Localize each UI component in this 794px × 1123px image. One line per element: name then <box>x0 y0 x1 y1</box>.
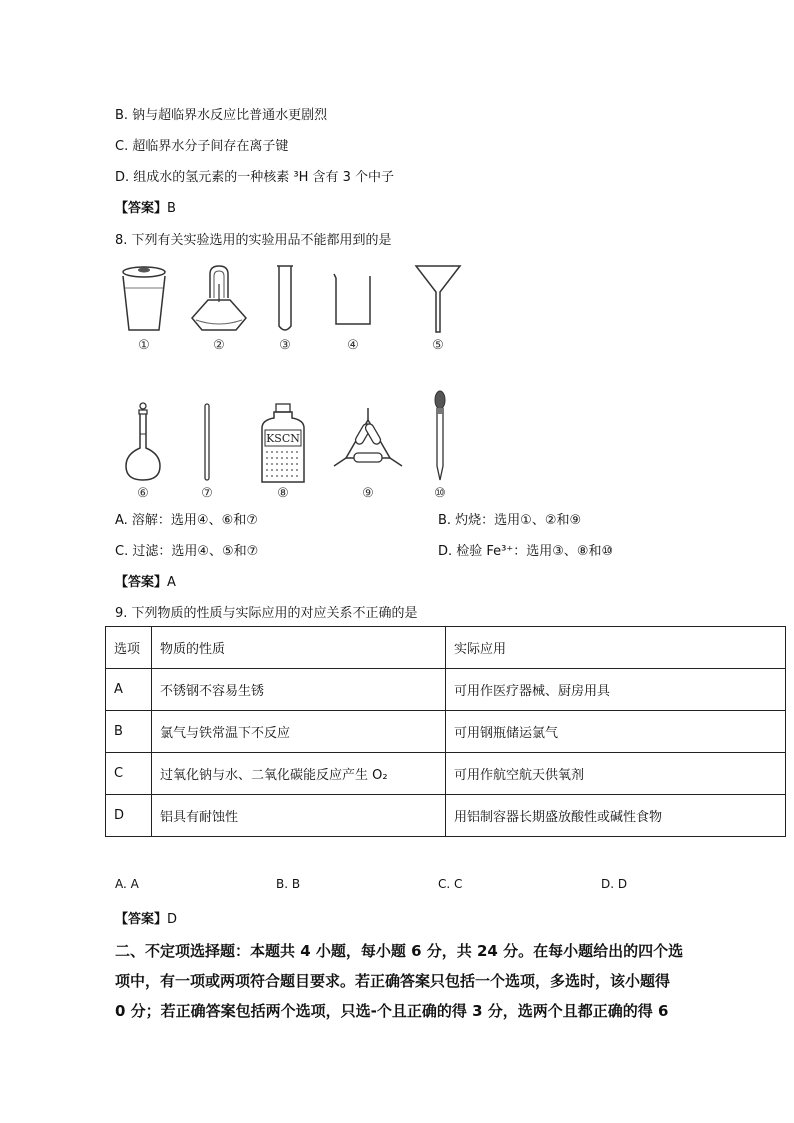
row-property: 过氧化钠与水、二氧化碳能反应产生 O₂ <box>152 753 446 795</box>
row-application: 用铝制容器长期盛放酸性或碱性食物 <box>446 795 786 837</box>
q9-option-d: D. D <box>601 877 628 891</box>
q9-option-b: B. B <box>276 877 301 891</box>
reagent-bottle-icon <box>256 400 310 486</box>
label-1: ① <box>138 338 150 353</box>
row-application: 可用作医疗器械、厨房用具 <box>446 669 786 711</box>
alcohol-lamp-figure <box>188 262 250 353</box>
volumetric-flask-figure <box>120 400 166 501</box>
table-row <box>106 711 786 753</box>
test-tube-icon <box>270 262 300 338</box>
label-7: ⑦ <box>201 486 213 501</box>
table-row <box>106 753 786 795</box>
row-label: B <box>106 711 152 753</box>
row-application: 可用钢瓶储运氯气 <box>446 711 786 753</box>
crucible-icon <box>115 262 173 338</box>
question-9-stem: 9. 下列物质的性质与实际应用的对应关系不正确的是 <box>115 606 418 621</box>
dropper-icon <box>424 388 456 486</box>
label-2: ② <box>213 338 225 353</box>
option-b: B. 钠与超临界水反应比普通水更剧烈 <box>115 108 328 123</box>
header-application: 实际应用 <box>446 627 786 669</box>
answer-9: 【答案】D <box>115 912 178 927</box>
label-3: ③ <box>279 338 291 353</box>
reagent-bottle-figure <box>256 400 310 501</box>
label-10: ⑩ <box>434 486 446 501</box>
glass-rod-icon <box>192 400 222 486</box>
row-property: 铝具有耐蚀性 <box>152 795 446 837</box>
funnel-figure <box>412 262 464 353</box>
row-property: 氯气与铁常温下不反应 <box>152 711 446 753</box>
option-d: D. 组成水的氢元素的一种核素 ³H 含有 3 个中子 <box>115 170 395 185</box>
section-2-line-3: 0 分；若正确答案包括两个选项，只选-个且正确的得 3 分，选两个且都正确的得 6 <box>115 1002 669 1020</box>
q8-option-d: D. 检验 Fe³⁺：选用③、⑧和⑩ <box>438 544 614 559</box>
section-2-line-1: 二、不定项选择题：本题共 4 小题，每小题 6 分，共 24 分。在每小题给出的四个选 <box>115 942 684 960</box>
bottle-label: KSCN <box>266 432 300 445</box>
alcohol-lamp-icon <box>188 262 250 338</box>
label-4: ④ <box>347 338 359 353</box>
option-c: C. 超临界水分子间存在离子键 <box>115 139 289 154</box>
q8-option-c: C. 过滤：选用④、⑤和⑦ <box>115 544 259 559</box>
header-property: 物质的性质 <box>152 627 446 669</box>
question-8-stem: 8. 下列有关实验选用的实验用品不能都用到的是 <box>115 233 392 248</box>
row-label: C <box>106 753 152 795</box>
row-label: A <box>106 669 152 711</box>
table-row <box>106 669 786 711</box>
section-2-line-2: 项中，有一项或两项符合题目要求。若正确答案只包括一个选项，多选时，该小题得 <box>115 972 671 990</box>
row-property: 不锈钢不容易生锈 <box>152 669 446 711</box>
glass-rod-figure <box>192 400 222 501</box>
volumetric-flask-icon <box>120 400 166 486</box>
label-6: ⑥ <box>137 486 149 501</box>
beaker-figure <box>328 262 378 353</box>
q9-option-c: C. C <box>438 877 463 891</box>
table-header-row <box>106 627 786 669</box>
dropper-figure <box>424 388 456 501</box>
row-label: D <box>106 795 152 837</box>
test-tube-figure <box>270 262 300 353</box>
label-9: ⑨ <box>362 486 374 501</box>
crucible-figure <box>115 262 173 353</box>
funnel-icon <box>412 262 464 338</box>
beaker-icon <box>328 262 378 338</box>
q9-option-a: A. A <box>115 877 139 891</box>
label-8: ⑧ <box>277 486 289 501</box>
answer-8: 【答案】A <box>115 575 176 590</box>
row-application: 可用作航空航天供氧剂 <box>446 753 786 795</box>
q8-option-b: B. 灼烧：选用①、②和⑨ <box>438 513 582 528</box>
q8-option-a: A. 溶解：选用④、⑥和⑦ <box>115 513 258 528</box>
properties-table <box>105 626 786 837</box>
clay-triangle-icon <box>330 400 406 486</box>
label-5: ⑤ <box>432 338 444 353</box>
table-row <box>106 795 786 837</box>
clay-triangle-figure <box>330 400 406 501</box>
answer-7: 【答案】B <box>115 201 176 216</box>
header-option: 选项 <box>106 627 152 669</box>
